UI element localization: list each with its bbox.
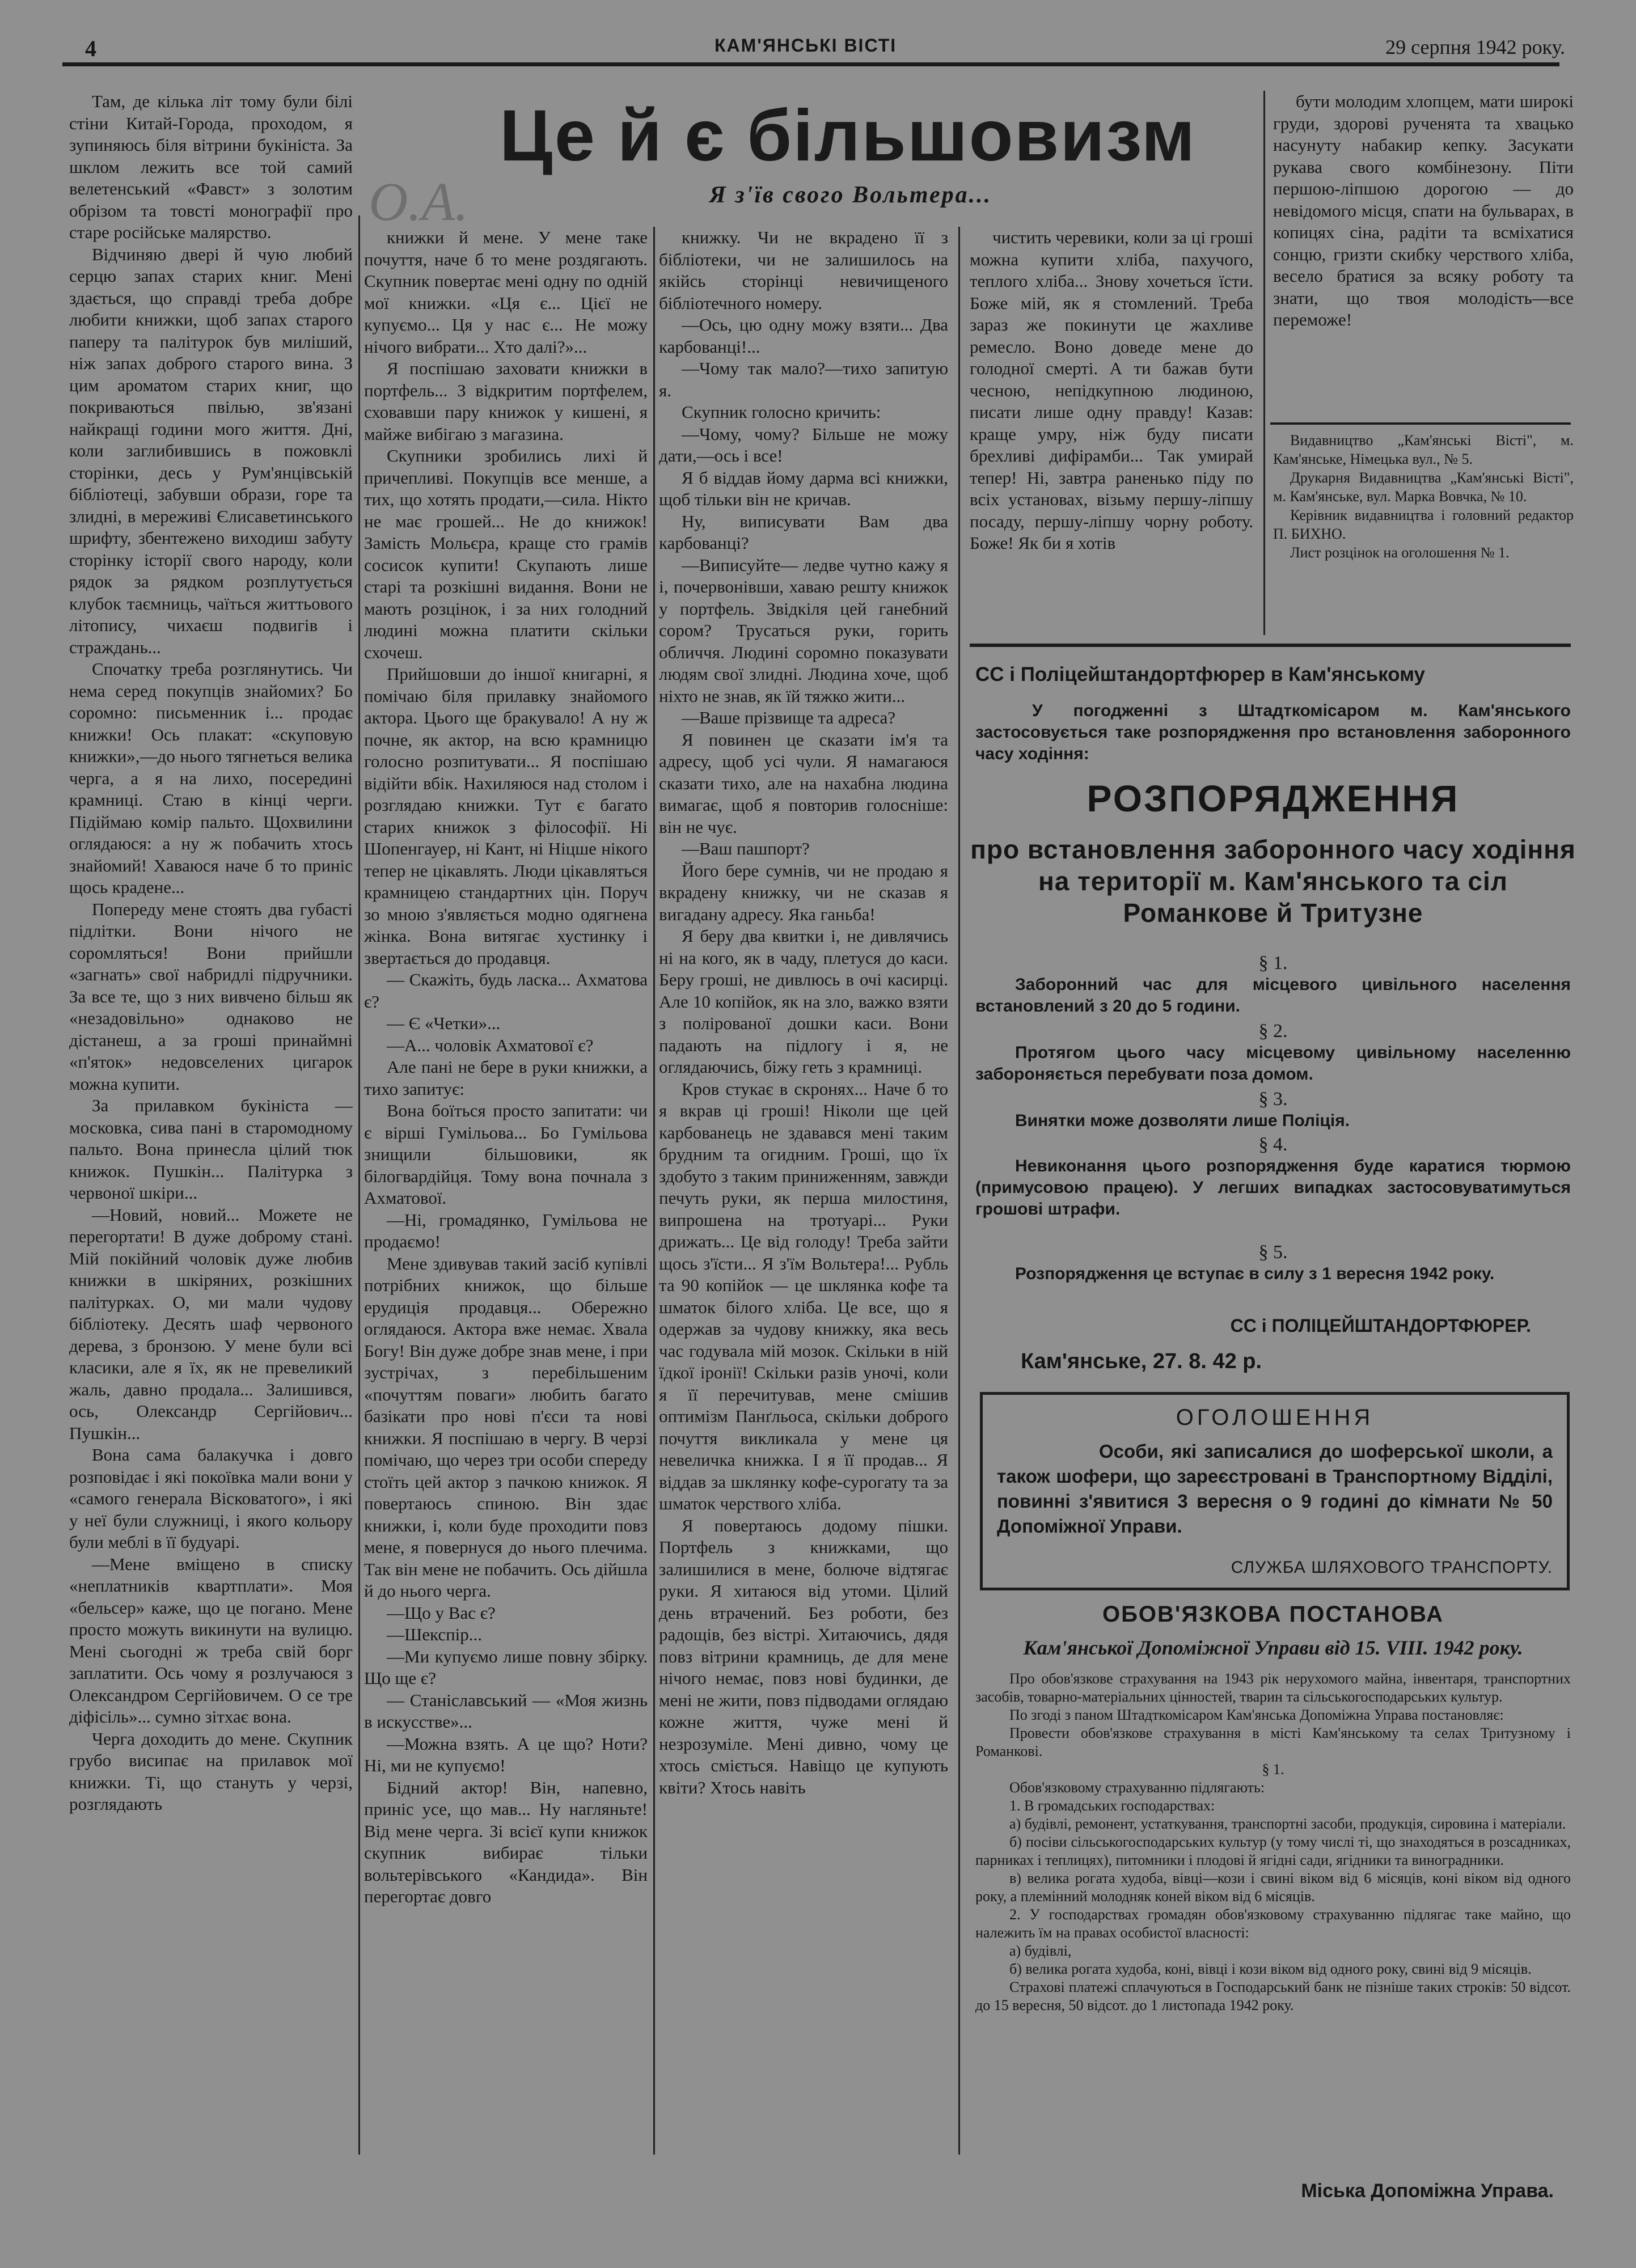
paragraph: Черга доходить до мене. Скупник грубо висипає на прилавок мої книжки. Ті, що стануть у черзі, розглядають [69, 1728, 353, 1814]
paragraph: чистить черевики, коли за ці гроші можна купити хліба, пахучого, теплого хліба... Знову хочеться їсти. Боже мій, як я стомлений. Треба зараз же покинути це жахливе ремесло. Воно доведе мене до голодної смерті. А ти бажав бути чесною, непідкупною людиною, писати лише одну правду! Казав: краще умру, ніж буду писати брехливі дифірамби... Так умирай тепер! Ні, завтра раненько піду по всіх установах, візьму першу-ліпшу посаду, першу-ліпшу чорну роботу. Боже! Як би я хотів [970, 227, 1253, 553]
paragraph: а) будівлі, [1009, 1943, 1072, 1959]
column-divider [958, 227, 960, 2155]
page-header [68, 32, 1565, 64]
handwritten-mark: O.A. [369, 171, 468, 232]
paragraph: Прийшовши до іншої книгарні, я помічаю біля прилавку знайомого актора. Цього ще бракувало! А ну ж почне, як актор, на всю крамницю голосно розпитувати... Я поспішаю відійти вбік. Нахиляюся над столом і розглядаю книжки. Тут є багато старих книжок з філософії. Ні Шопенгауер, ні Кант, ні Ніцше нікого тепер не цікавлять. Люди цікавляться крамницею стандартних цін. Поруч зо мною з'являється модно одягнена жінка. Вона витягає хустинку і звертається до продавця. [364, 664, 648, 968]
paragraph: — Є «Четки»... [387, 1013, 501, 1033]
paragraph: 2. У господарствах громадян обов'язковому страхуванню підлягає таке майно, що належить їм на правах особистої власності: [975, 1906, 1571, 1941]
article-column-1 [69, 91, 353, 2155]
paragraph: б) велика рогата худоба, коні, вівці і кози віком від одного року, свині від 9 місяців. [1009, 1961, 1532, 1977]
paragraph: —Чому так мало?—тихо запитую я. [659, 358, 948, 400]
paragraph: —Що у Вас є? [387, 1602, 496, 1623]
publisher-imprint [1273, 431, 1574, 562]
article-headline: Це й є більшовизм [499, 95, 1197, 176]
paragraph: книжку. Чи не вкрадено її з бібліотеки, чи не залишилось на якійсь сторінці невичищеного бібліотечного номеру. [659, 227, 948, 313]
column-divider [1263, 91, 1265, 635]
paragraph: бути молодим хлопцем, мати широкі груди, здорові рученята та хвацько насунуту набакир кепку. Засукати рукава свого комбінезону. Піти першою-ліпшою дорогою — до невідомого місця, спати на бульварах, в копицях сіна, радіти та всміхатися сонцю, гризти скибку черствого хліба, весело братися за всяку роботу та знати, що твоя молодість—все переможе! [1273, 91, 1574, 329]
paragraph: в) велика рогата худоба, вівці—кози і свині віком від 6 місяців, коні віком від одного року, а племінний молодняк коней віком від 6 місяців. [975, 1870, 1571, 1905]
paragraph: Скупники зробились лихі й причепливі. Покупців все менше, а тих, що хотять продати,—сила. Нікто не має грошей... Не до книжок! Замість Мольєра, краще сто грамів сосисок купити! Скупають лише старі та розкішні видання. Вони не мають розцінок, і за них голодний людині можна платити скільки схочеш. [364, 446, 648, 662]
paragraph: Обов'язковому страхуванню підлягають: [1009, 1779, 1265, 1796]
decree-intro: У погодженні з Штадткомісаром м. Кам'янського застосовується таке розпорядження про встановлення заборонного часу ходіння: [975, 701, 1571, 763]
paragraph: книжки й мене. У мене таке почуття, наче б то мене роздягають. Скупник повертає мені одну по одній мої книжки. «Ця є... Цієї не купуємо... Ця у нас є... Не можу нічого вибрати... Хто далі?»... [364, 227, 648, 357]
paragraph: —Виписуйте— ледве чутно кажу я і, почервонівши, хаваю решту книжок у портфель. Звідкіля цей ганебний сором? Трусаться руки, горить обличчя. Людині соромно показувати людям свої злидні. Людина хоче, щоб ніхто не знав, як їй тяжко жити... [659, 555, 948, 706]
section-text: Винятки може дозволяти лише Поліція. [1015, 1111, 1350, 1130]
paragraph: Керівник видавництва і головний редактор П. БИХНО. [1273, 507, 1574, 542]
column-divider [358, 215, 360, 2155]
issue-date: 29 серпня 1942 року. [1385, 36, 1565, 58]
paragraph: —Ваше прізвище та адреса? [682, 708, 896, 727]
paragraph: Я повертаюсь додому пішки. Портфель з книжками, що залишилися в мене, болюче відтягає руки. Я хитаюся від утоми. Цілий день втрачений. Без роботи, без радощів, без вістрі. Хитаючись, дядя повз вітрини крамниць, де для мене нічого немає, повз нові будинки, де мені не жити, повз підводами оглядаю кожне життя, чуже мені й незрозуміле. Мені дивно, чому це хтось сміється. Навіщо це купують квіти? Хтось навіть [659, 1515, 948, 1797]
column-divider [653, 227, 655, 2155]
paragraph: —Мене вміщено в списку «неплатників квартплати». Моя «бельсер» каже, що це погано. Мене просто можуть викинути на вулицю. Мені сьогодні ж треба свій борг заплатити. Ось чому я розлучаюся з Олександром Сергійовичем. О се тре діфісіль»... сумно зітхає вона. [69, 1554, 353, 1727]
section-text: Протягом цього часу місцевому цивільному населенню забороняється перебувати поза домом. [975, 1043, 1571, 1084]
paragraph: Попереду мене стоять два губасті підлітки. Вони нічого не соромляться! Вони прийшли «загнать» свої набридлі підручники. За все те, що з них вивчено більш як «незадовільно» однаково не дістанеш, а за гроші принаймні «п'яток» недовселених цигарок можна купити. [69, 899, 353, 1094]
paragraph: Кров стукає в скронях... Наче б то я вкрав ці гроші! Ніколи ще цей карбованець не здавався мені таким брудним та огидним. Гроші, що їх здобуто з таким приниженням, завжди печуть руки, як перша милостиня, випрошена на тротуарі... Руки дрижать... Це від голоду! Треба зайти щось з'їсти... Я з'їм Вольтера!... Рубль та 90 копійок — це шклянка кофе та шматок білого хліба. Це все, що я одержав за чудову книжку, яка весь час годувала мій мозок. Скільки в ній їдкої іронії! Скільки разів уночі, коли я її перечитував, мене смішив оптимізм Панґльоса, скільки доброго почуття викликала у мене ця невеличка книжка. І я її продав... Я віддав за шклянку кофе-сурогату та за шматок черствого хліба. [659, 1078, 948, 1513]
decree-signature: СС і ПОЛІЦЕЙШТАНДОРТФЮРЕР. [1230, 1315, 1531, 1336]
paragraph: Бідний актор! Він, напевно, приніс усе, що мав... Ну нагляньте! Від мене черга. Зі всієї купи книжок скупник вибирає тільки вольтерівського «Кандида». Він перегортає довго [364, 1777, 648, 1906]
paragraph: Спочатку треба розглянутись. Чи нема серед покупців знайомих? Бо соромно: письменник і... продає книжки! Ось плакат: «скуповую книжки»,—до нього тягнеться велика черга, а я на лихо, посередині крамниці. Стаю в кінці черги. Підіймаю комір пальто. Щохвилини оглядаюся: а ну ж побачить хтось знайомий! Хаваюся наче б то приніс щось крадене... [69, 659, 353, 897]
article-column-4 [970, 227, 1253, 624]
paragraph: За прилавком букініста — московка, сива пані в старомодному пальто. Вона принесла цілий тюк книжок. Пушкін... Палітурка з червоної шкіри... [69, 1095, 353, 1203]
paragraph: Я б віддав йому дарма всі книжки, щоб тільки він не кричав. [659, 467, 948, 509]
announcement-text: Особи, які записалися до шоферської школи, а також шофери, що зареєстровані в Транспортному Відділі, повинні з'явитися 3 вересня о 9 годині до кімнати № 50 Допоміжної Управи. [997, 1441, 1553, 1537]
paragraph: Відчиняю двері й чую любий серцю запах старих книг. Мені здається, що справді треба добре любити книжки, щоб запах старого паперу та палітурок був миліший, ніж запах доброго старого вина. З цим ароматом старих книг, що покриваються пвілью, зв'язані найкращі години мого життя. Дні, коли заглибившись в пожовклі сторінки, десь у Рум'янцівській бібліотеці, забувши образи, горе та злидні, в мереживі Єлисаветинського шрифту, збентежено виходиш забуту сторінку історії свого народу, коли рядок за рядком розплутується клубок таємниць, чаїться життьового літопису, чихаєш подвигів і страждань... [69, 244, 353, 657]
section-number: § 5. [1258, 1242, 1288, 1263]
paragraph: 1. В громадських господарствах: [1009, 1797, 1215, 1814]
section-number: § 1. [1258, 953, 1288, 974]
paragraph: Там, де кілька літ тому були білі стіни Китай-Города, проходом, я зупиняюсь біля вітрини букініста. За шклом лежить все той самий велетенський «Фавст» з золотим обрізом та товсті монографії про старе російське малярство. [69, 91, 353, 242]
paragraph: —Новий, новий... Можете не перегортати! В дуже доброму стані. Мій покійний чоловік дуже любив книжки в шкіряних, розкішних палітурках. О, ми мали чудову бібліотеку. Десять шаф червоного дерева, з бронзою. У мене були всі класики, але я їх, як не превеликий жаль, давно продала... Залишився, ось, Олександр Сергійович... Пушкін... [69, 1204, 353, 1443]
section-text: Розпорядження це вступає в силу з 1 вересня 1942 року. [1015, 1264, 1495, 1283]
paragraph: Лист розцінок на оголошення № 1. [1290, 544, 1510, 561]
announcement-signature: СЛУЖБА ШЛЯХОВОГО ТРАНСПОРТУ. [1231, 1558, 1553, 1577]
paragraph: Скупник голосно кричить: [682, 402, 881, 422]
article-subheadline: Я з'їв свого Вольтера... [709, 182, 992, 208]
paragraph: Мене здивував такий засіб купівлі потрібних книжок, що більше ерудиція продавця... Обережно оглядаюся. Актора вже немає. Хвала Богу! Він дуже добре знав мене, і при зустрічах, з перебільшеним «почуттям поваги» любить багато базікати про нові п'єси та нові книжки. Я поспішаю в чергу. В черзі помічаю, що через три особи спереду стоїть цей актор з пачкою книжок. Я повертаюсь спиною. Він здає книжки, і, коли буде проходити повз мене, я повернуся до нього плечима. Так він мене не побачить. Ось дійшла й до нього черга. [364, 1253, 648, 1601]
paragraph: — Станіславський — «Моя жизнь в искусстве»... [364, 1690, 648, 1732]
decree-subtitle: про встановлення заборонного часу ходіння на території м. Кам'янського та сіл Романкове й Тритузне [970, 835, 1576, 928]
paragraph: Ну, виписувати Вам два карбованці? [659, 511, 948, 553]
decree-place-date: Кам'янське, 27. 8. 42 р. [1021, 1349, 1262, 1373]
resolution-title: ОБОВ'ЯЗКОВА ПОСТАНОВА [1102, 1602, 1444, 1627]
paragraph: а) будівлі, ремонент, устаткування, транспортні засоби, продукція, сировина і матеріали. [1009, 1816, 1566, 1832]
paragraph: —Шекспір... [387, 1624, 483, 1644]
resolution-body [975, 1670, 1571, 2015]
paragraph: — Скажіть, будь ласка... Ахматова є? [364, 970, 648, 1012]
section-text: Невиконання цього розпорядження буде каратися тюрмою (примусовою працею). У легших випадках застосовуватимуться грошові штрафи. [975, 1157, 1571, 1218]
section-number: § 4. [1258, 1134, 1288, 1155]
article-column-5 [1273, 91, 1574, 420]
paragraph: Я беру два квитки і, не дивлячись ні на кого, як в чаду, плетуся до каси. Беру гроші, не дивлюсь в очі касирці. Але 10 копійок, як на зло, важко взяти з полірованої дошки каси. Вони падають на підлогу і я, не оглядаючись, біжу геть з крамниці. [659, 926, 948, 1077]
paragraph: Але пані не бере в руки книжки, а тихо запитує: [364, 1057, 648, 1099]
announcement-box [980, 1392, 1570, 1590]
header-rule [62, 62, 1559, 66]
decree-issuer: СС і Поліцейштандортфюрер в Кам'янському [975, 663, 1426, 686]
paragraph: Видавництво „Кам'янські Вісті", м. Кам'янське, Німецька вул., № 5. [1273, 432, 1574, 467]
article-column-2 [364, 227, 648, 2155]
decree-section-2 [975, 1021, 1571, 1085]
section-number: § 3. [1258, 1089, 1288, 1110]
paragraph: —Чому, чому? Більше не можу дати,—ось і все! [659, 424, 948, 466]
paragraph: Друкарня Видавництва „Кам'янські Вісті", м. Кам'янське, вул. Марка Вовчка, № 10. [1273, 469, 1574, 505]
decree-section-4 [975, 1134, 1571, 1220]
paragraph: Провести обов'язкове страхування в місті Кам'янському та селах Тритузному і Романкові. [975, 1725, 1571, 1759]
paragraph: Його бере сумнів, чи не продаю я вкрадену книжку, чи не сказав я вигадану адресу. Яка ганьба! [659, 860, 948, 924]
paragraph: Вона боїться просто запитати: чи є вірші Гумільова... Бо Гумільова знищили більшовики, як білогвардійця. Тому вона почнала з Ахматової. [364, 1101, 648, 1208]
paragraph: § 1. [1262, 1761, 1284, 1778]
decree-section-5 [975, 1242, 1571, 1285]
section-number: § 2. [1258, 1021, 1288, 1042]
section-divider [970, 644, 1571, 647]
newspaper-name: КАМ'ЯНСЬКІ ВІСТІ [715, 35, 897, 56]
page-number: 4 [85, 36, 96, 61]
paragraph: Вона сама балакучка і довго розповідає і які покоївка мали вони у «самого генерала Вісковатого», і які у неї були служниці, і якого кольору були меблі в її будуарі. [69, 1445, 353, 1552]
decree-section-1 [975, 953, 1571, 1017]
resolution-subtitle: Кам'янської Допоміжної Управи від 15. VIII. 1942 року. [1023, 1636, 1523, 1659]
paragraph: —А... чоловік Ахматової є? [387, 1035, 594, 1055]
paragraph: —Ось, цю одну можу взяти... Два карбованці!... [659, 315, 948, 357]
article-column-3 [659, 227, 948, 2155]
paragraph: По згоді з паном Штадткомісаром Кам'янська Допоміжна Управа постановляє: [1009, 1707, 1504, 1723]
divider [1270, 422, 1571, 425]
paragraph: —Ми купуємо лише повну збірку. Що ще є? [364, 1646, 648, 1688]
paragraph: Я повинен це сказати ім'я та адресу, щоб усі чули. Я намагаюся сказати тихо, але на нахабна людина вимагає, щоб я повторив голосніше: він не чує. [659, 729, 948, 837]
decree-title: РОЗПОРЯДЖЕННЯ [1087, 777, 1460, 819]
paragraph: Про обов'язкове страхування на 1943 рік нерухомого майна, інвентаря, транспортних засобів, товарно-матеріальних цінностей, тварин та сільськогосподарських культур. [975, 1670, 1571, 1705]
paragraph: —Ваш пашпорт? [682, 839, 810, 858]
paragraph: б) посіви сільськогосподарських культур (у тому числі ті, що знаходяться в розсадниках, парниках і теплицях), питомники і плодові й ягідні сади, ягідники та виноградники. [975, 1834, 1571, 1868]
paragraph: Страхові платежі сплачуються в Господарський банк не пізніше таких строків: 50 відсот. до 15 вересня, 50 відсот. до 1 листопада 1942 року. [975, 1979, 1571, 2013]
paragraph: —Ні, громадянко, Гумільова не продаємо! [364, 1209, 648, 1251]
paragraph: Я поспішаю заховати книжки в портфель... З відкритим портфелем, сховавши пару книжок у кишені, я майже вибігаю з магазина. [364, 358, 648, 444]
decree-section-3 [975, 1089, 1571, 1132]
announcement-title: ОГОЛОШЕННЯ [1176, 1405, 1374, 1430]
section-text: Заборонний час для місцевого цивільного населення встановлений з 20 до 5 години. [975, 975, 1571, 1015]
paragraph: —Можна взять. А це що? Ноти? Ні, ми не купуємо! [364, 1733, 648, 1775]
resolution-signature: Міська Допоміжна Управа. [1301, 2180, 1554, 2202]
